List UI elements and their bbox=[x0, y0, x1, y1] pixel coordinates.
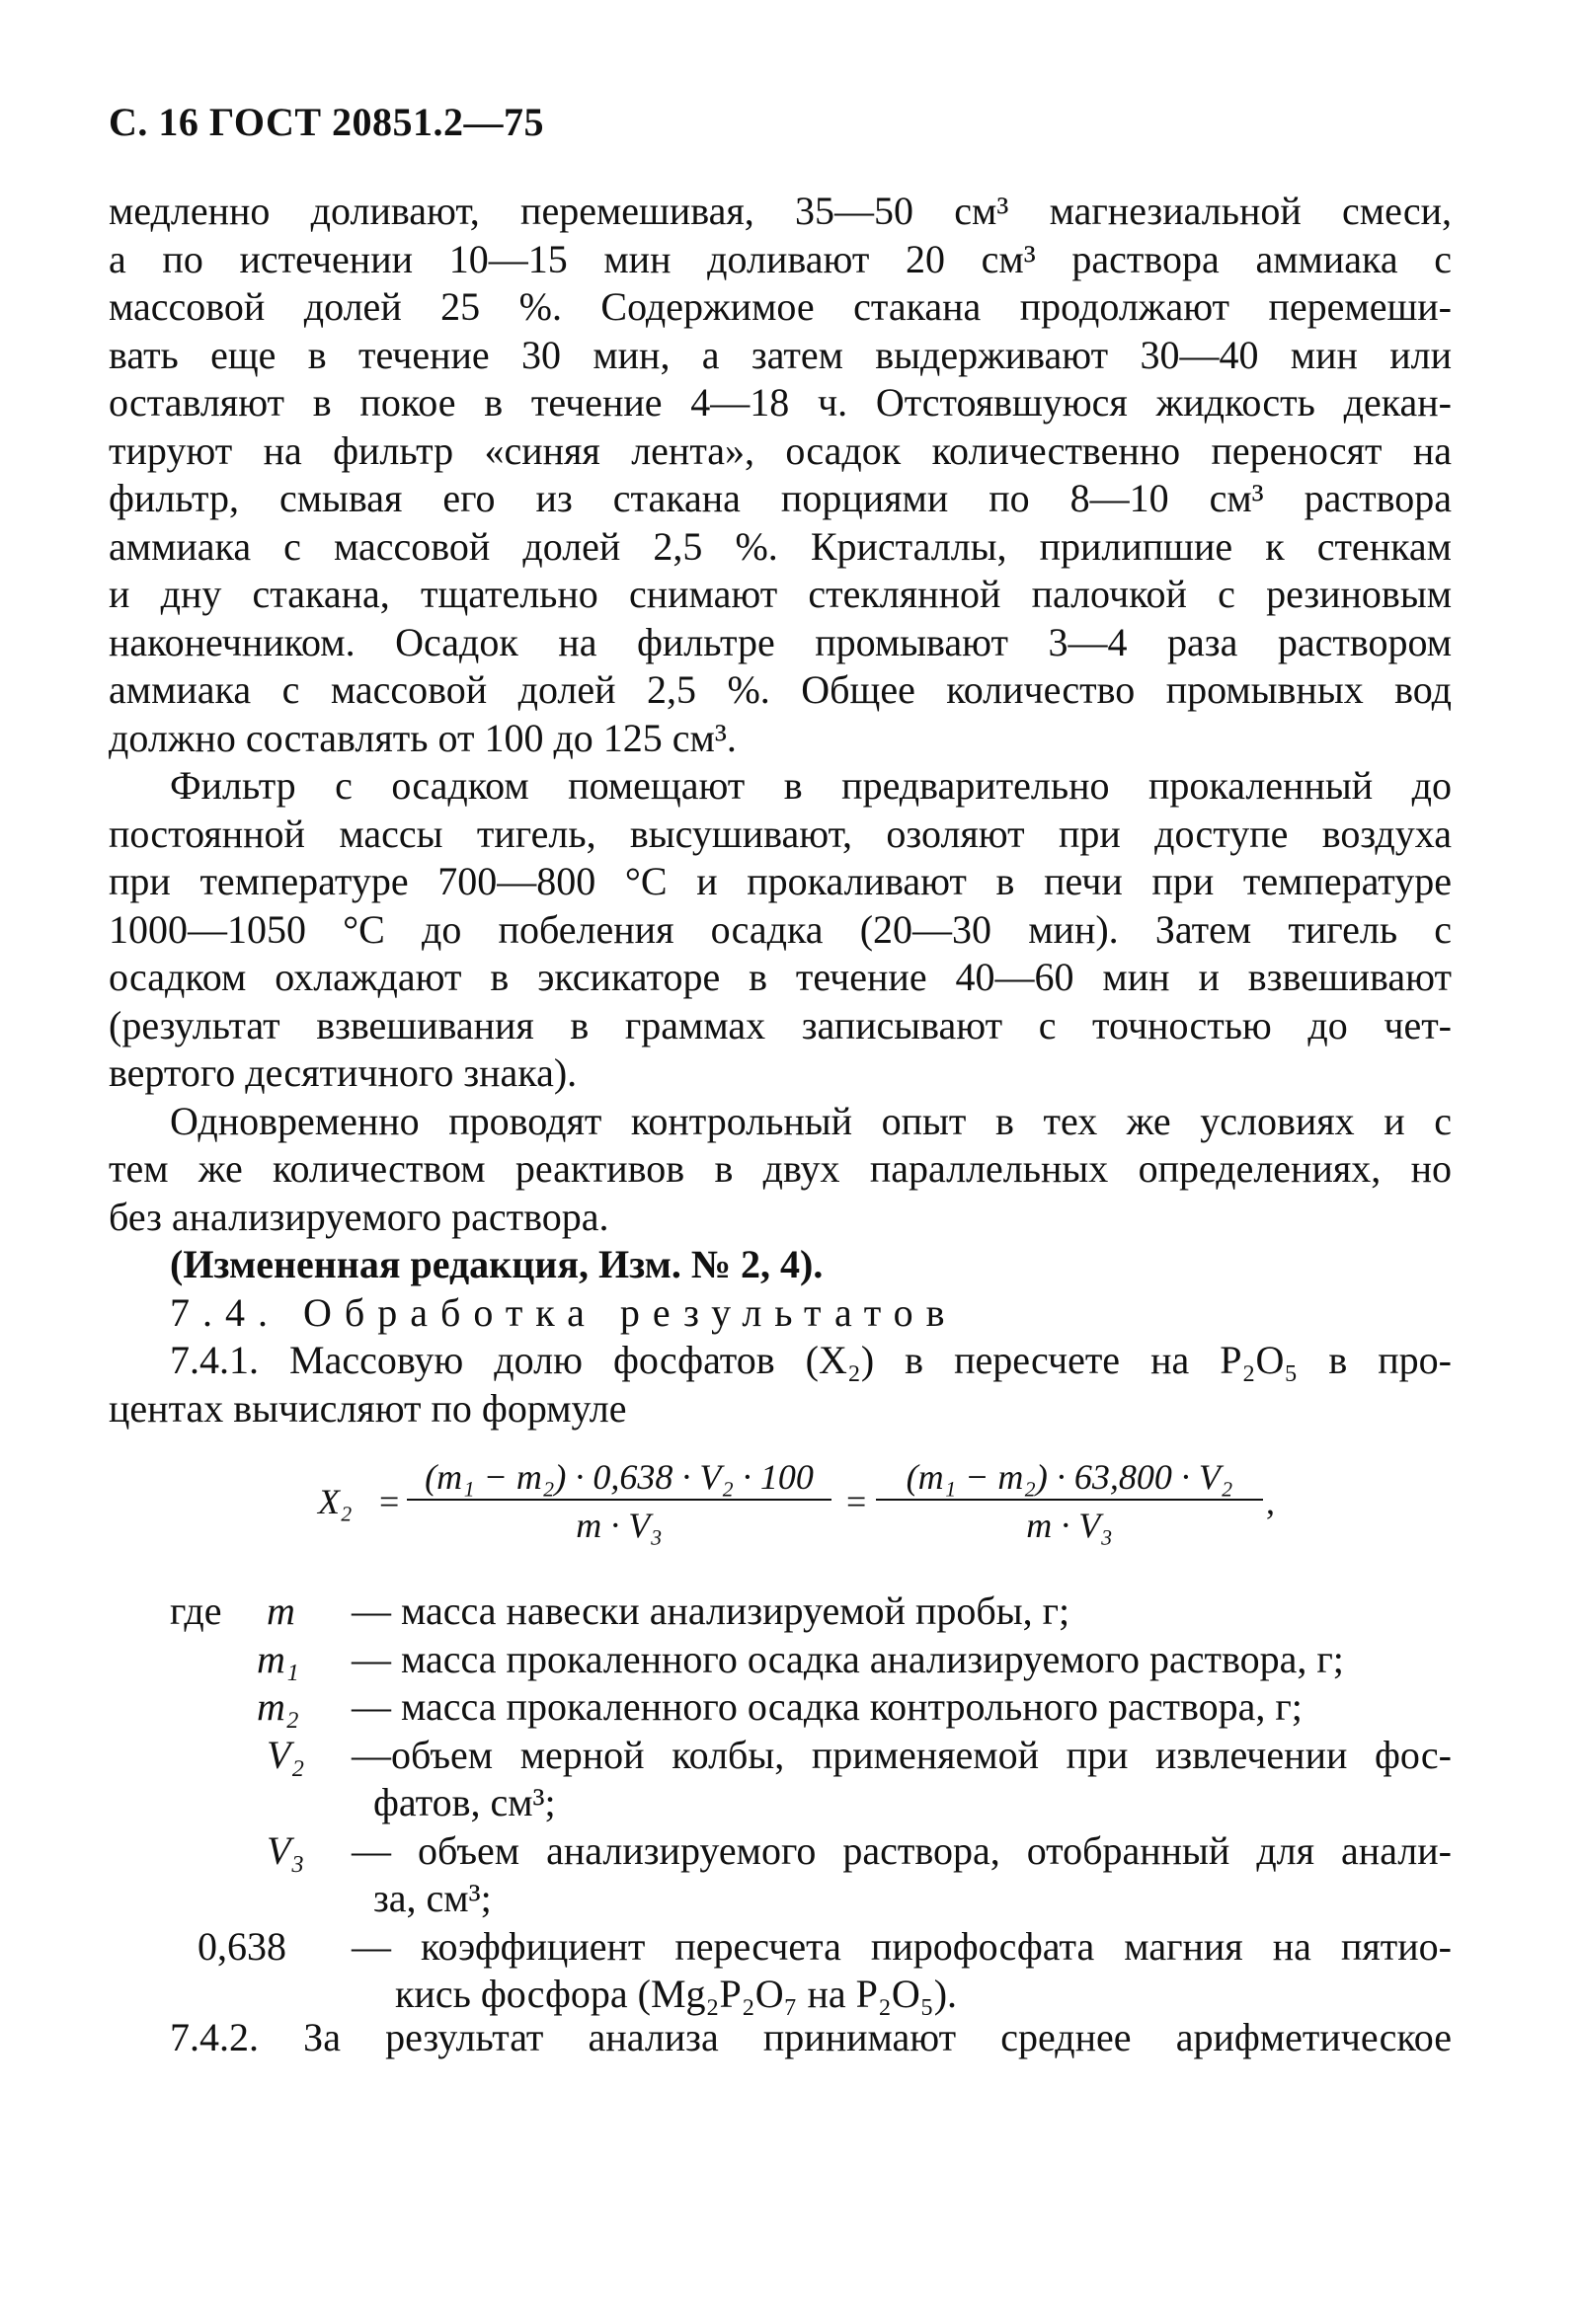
legend-term: V₃ bbox=[267, 1827, 305, 1873]
formula bbox=[318, 1455, 1286, 1550]
text-line: оставляют в покое в течение 4—18 ч. Отстоявшуюся жидкость декан- bbox=[109, 380, 1452, 425]
legend-row bbox=[109, 1588, 1452, 1636]
page-header: С. 16 ГОСТ 20851.2—75 bbox=[109, 100, 545, 144]
text-line: тем же количеством реактивов в двух параллельных определениях, но bbox=[109, 1146, 1452, 1191]
legend-term: m₂ bbox=[257, 1684, 299, 1729]
legend-term: m bbox=[267, 1588, 295, 1633]
text-line: массовой долей 25 %. Содержимое стакана продолжают перемеши- bbox=[109, 284, 1452, 329]
text-line: (результат взвешивания в граммах записывают с точностью до чет- bbox=[109, 1002, 1452, 1047]
legend-term: V₂ bbox=[267, 1732, 305, 1777]
legend-row bbox=[109, 1971, 1452, 2019]
text-line: при температуре 700—800 °С и прокаливают в печи при температуре bbox=[109, 859, 1452, 903]
text-line: аммиака с массовой долей 2,5 %. Общее количество промывных вод bbox=[109, 667, 1452, 712]
clause-7-4-2 bbox=[109, 2014, 1452, 2062]
legend-desc: — коэффициент пересчета пирофосфата магния на пятио- bbox=[352, 1923, 1452, 1969]
legend-row bbox=[109, 1923, 1452, 1972]
formula-fraction-2 bbox=[876, 1455, 1263, 1544]
legend-desc: —объем мерной колбы, применяемой при извлечении фос- bbox=[352, 1732, 1452, 1777]
text-line: тируют на фильтр «синяя лента», осадок количественно переносят на bbox=[109, 427, 1452, 473]
fraction-denominator: m · V₃ bbox=[1026, 1506, 1113, 1545]
text-line: Одновременно проводят контрольный опыт в тех же условиях и с bbox=[170, 1098, 1452, 1143]
legend-desc: за, см³; bbox=[373, 1876, 492, 1920]
legend-row bbox=[109, 1875, 1452, 1923]
formula-equals: = bbox=[846, 1482, 867, 1521]
section-heading: 7.4. Обработка результатов bbox=[170, 1289, 958, 1335]
text-line: центах вычисляют по формуле bbox=[109, 1385, 627, 1431]
legend-intro: где bbox=[170, 1588, 222, 1633]
text-line: постоянной массы тигель, высушивают, озоляют при доступе воздуха bbox=[109, 811, 1452, 856]
body-text bbox=[109, 188, 1452, 1433]
text-line: медленно доливают, перемешивая, 35—50 см³ магнезиальной смеси, bbox=[109, 189, 1452, 233]
paragraph-2 bbox=[109, 762, 1452, 1098]
text-line: вертого десятичного знака). bbox=[109, 1050, 578, 1095]
text-line: 7.4.1. Массовую долю фосфатов (X₂) в пересчете на P₂O₅ в про- bbox=[170, 1338, 1452, 1382]
text-line: вать еще в течение 30 мин, а затем выдерживают 30—40 мин или bbox=[109, 332, 1452, 377]
text-line: и дну стакана, тщательно снимают стеклянной палочкой с резиновым bbox=[109, 572, 1452, 616]
legend-row bbox=[109, 1636, 1452, 1684]
text-line: 1000—1050 °С до побеления осадка (20—30 мин). Затем тигель с bbox=[109, 906, 1452, 952]
legend-desc: — масса прокаленного осадка анализируемого раствора, г; bbox=[352, 1636, 1344, 1681]
fraction-denominator: m · V₃ bbox=[576, 1506, 663, 1545]
formula-comma: , bbox=[1266, 1482, 1275, 1521]
legend-desc: фатов, см³; bbox=[373, 1780, 556, 1824]
legend-term: m₁ bbox=[257, 1636, 299, 1681]
paragraph-1 bbox=[109, 188, 1452, 762]
legend-desc: — масса навески анализируемой пробы, г; bbox=[352, 1588, 1070, 1633]
formula-fraction-1 bbox=[407, 1455, 831, 1544]
fraction-numerator: (m₁ − m₂) · 0,638 · V₂ · 100 bbox=[425, 1457, 814, 1497]
text-line: без анализируемого раствора. bbox=[109, 1194, 609, 1239]
text-line: должно составлять от 100 до 125 см³. bbox=[109, 715, 737, 760]
formula-equals: = bbox=[379, 1482, 400, 1521]
legend-row bbox=[109, 1779, 1452, 1827]
clause-7-4-1 bbox=[109, 1337, 1452, 1433]
legend-row bbox=[109, 1827, 1452, 1876]
legend-row bbox=[109, 1683, 1452, 1732]
text-line: осадком охлаждают в эксикаторе в течение 40—60 мин и взвешивают bbox=[109, 955, 1452, 999]
legend-term: 0,638 bbox=[198, 1923, 286, 1969]
legend-desc: кись фосфора (Mg₂P₂O₇ на P₂O₅). bbox=[395, 1972, 958, 2016]
formula-lhs: X₂ bbox=[318, 1482, 353, 1521]
legend-row bbox=[109, 1732, 1452, 1780]
text-line: а по истечении 10—15 мин доливают 20 см³ раствора аммиака с bbox=[109, 236, 1452, 281]
text-line: аммиака с массовой долей 2,5 %. Кристаллы, прилипшие к стенкам bbox=[109, 523, 1452, 569]
text-line: 7.4.2. За результат анализа принимают среднее арифметическое bbox=[170, 2015, 1452, 2059]
formula-legend bbox=[109, 1588, 1452, 2019]
text-line: наконечником. Осадок на фильтре промывают 3—4 раза раствором bbox=[109, 619, 1452, 664]
amendment-note: (Измененная редакция, Изм. № 2, 4). bbox=[170, 1242, 824, 1286]
legend-desc: — масса прокаленного осадка контрольного раствора, г; bbox=[352, 1684, 1303, 1729]
paragraph-3 bbox=[109, 1098, 1452, 1242]
fraction-numerator: (m₁ − m₂) · 63,800 · V₂ bbox=[906, 1457, 1233, 1497]
text-line: фильтр, смывая его из стакана порциями по 8—10 см³ раствора bbox=[109, 476, 1452, 520]
text-line: Фильтр с осадком помещают в предварительно прокаленный до bbox=[170, 763, 1452, 808]
legend-desc: — объем анализируемого раствора, отобранный для анали- bbox=[352, 1827, 1452, 1873]
